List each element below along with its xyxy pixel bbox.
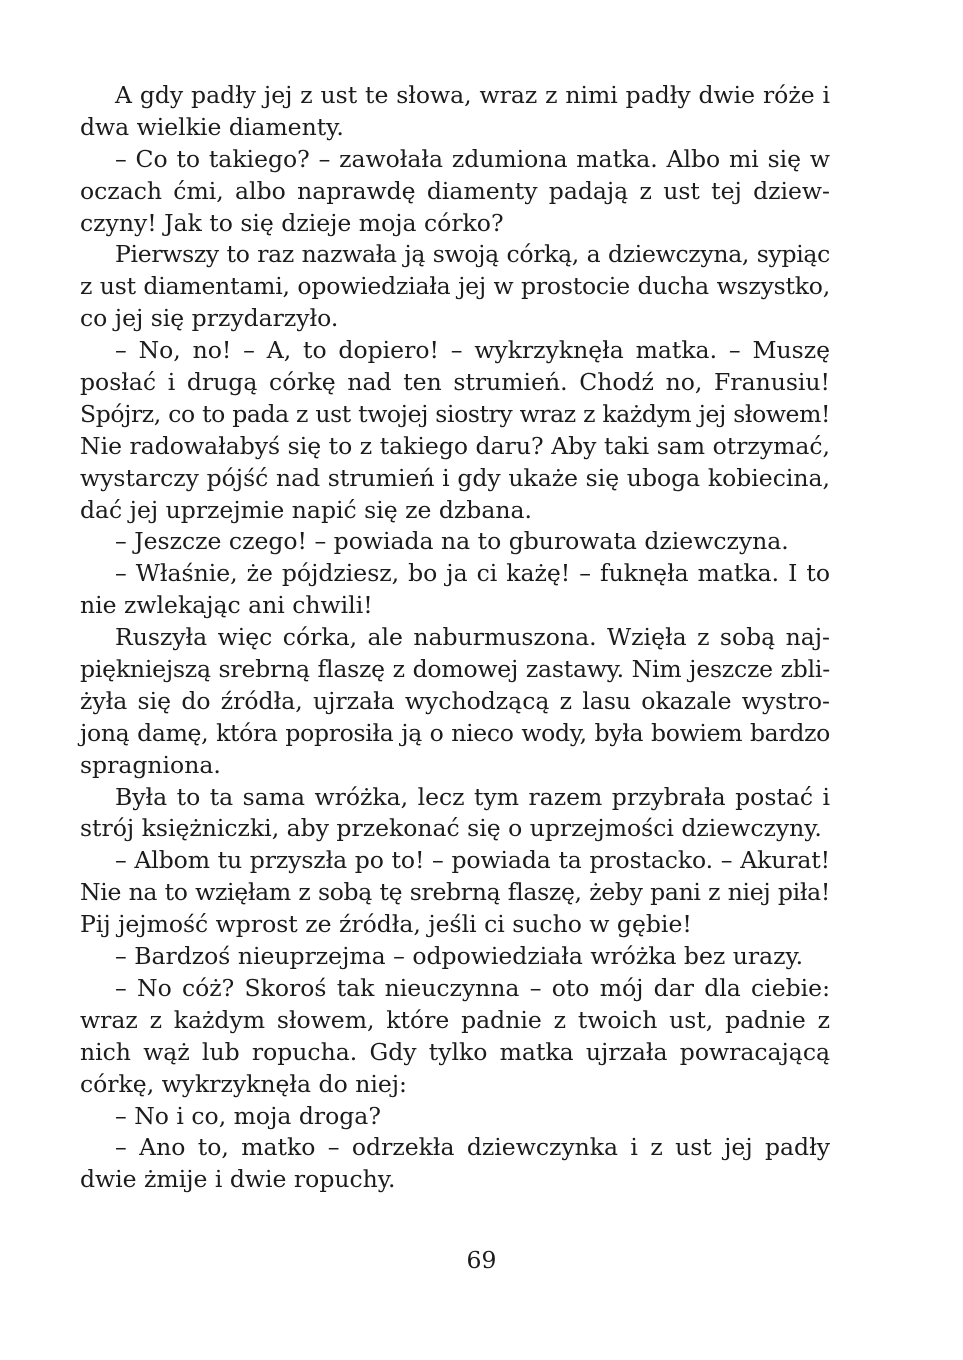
- text-line: A gdy padły jej z ust te słowa, wraz z nimi padły dwie róże i: [115, 81, 830, 109]
- text-line: strój księżniczki, aby przekonać się o uprzejmości dziewczyny.: [80, 814, 822, 843]
- text-line: co jej się przydarzyło.: [80, 304, 339, 333]
- text-line: żyła się do źródła, ujrzała wychodzącą z lasu okazale wystro-: [80, 686, 830, 715]
- text-line: – Co to takiego? – zawołała zdumiona matka. Albo mi się w: [115, 144, 830, 173]
- text-line: – Bardzoś nieuprzejma – odpowiedziała wróżka bez urazy.: [115, 942, 804, 971]
- text-line: Nie radowałabyś się to z takiego daru? Aby taki sam otrzymać,: [80, 431, 830, 460]
- text-line: joną damę, która poprosiła ją o nieco wody, była bowiem bardzo: [80, 718, 830, 747]
- text-line: nich wąż lub ropucha. Gdy tylko matka ujrzała powracającą: [80, 1037, 830, 1066]
- text-line: – No cóż? Skoroś tak nieuczynna – oto mój dar dla ciebie:: [115, 973, 830, 1002]
- text-line: Spójrz, co to pada z ust twojej siostry wraz z każdym jej słowem!: [80, 399, 830, 428]
- text-line: córkę, wykrzyknęła do niej:: [80, 1069, 407, 1098]
- text-line: – Ano to, matko – odrzekła dziewczynka i z ust jej padły: [115, 1133, 830, 1162]
- text-line: nie zwlekając ani chwili!: [80, 591, 373, 620]
- text-line: z ust diamentami, opowiedziała jej w prostocie ducha wszystko,: [80, 272, 830, 301]
- text-line: dać jej uprzejmie napić się ze dzbana.: [80, 495, 532, 524]
- body-text: [80, 80, 830, 1196]
- text-line: piękniejszą srebrną flaszę z domowej zastawy. Nim jeszcze zbli-: [80, 655, 830, 684]
- text-line: dwie żmije i dwie ropuchy.: [80, 1165, 396, 1194]
- text-line: wystarczy pójść nad strumień i gdy ukaże się uboga kobiecina,: [80, 463, 830, 492]
- text-line: – Właśnie, że pójdziesz, bo ja ci każę! – fuknęła matka. I to: [115, 559, 830, 588]
- text-line: Była to ta sama wróżka, lecz tym razem przybrała postać i: [115, 782, 830, 811]
- text-line: dwa wielkie diamenty.: [80, 112, 344, 141]
- text-line: – Albom tu przyszła po to! – powiada ta prostacko. – Akurat!: [115, 846, 830, 875]
- text-line: oczach ćmi, albo naprawdę diamenty padają z ust tej dziew-: [80, 176, 830, 205]
- text-line: – No i co, moja droga?: [115, 1101, 381, 1130]
- text-line: czyny! Jak to się dzieje moja córko?: [80, 208, 504, 237]
- text-line: Nie na to wzięłam z sobą tę srebrną flaszę, żeby pani z niej piła!: [80, 878, 830, 907]
- text-line: posłać i drugą córkę nad ten strumień. Chodź no, Franusiu!: [80, 368, 830, 397]
- text-line: Pij jejmość wprost ze źródła, jeśli ci sucho w gębie!: [80, 910, 692, 939]
- text-line: – Jeszcze czego! – powiada na to gburowata dziewczyna.: [115, 527, 789, 556]
- text-line: Ruszyła więc córka, ale naburmuszona. Wzięła z sobą naj-: [115, 623, 830, 652]
- text-line: wraz z każdym słowem, które padnie z twoich ust, padnie z: [80, 1005, 830, 1034]
- text-line: – No, no! – A, to dopiero! – wykrzyknęła matka. – Muszę: [115, 336, 830, 365]
- text-line: spragniona.: [80, 750, 221, 779]
- text-line: Pierwszy to raz nazwała ją swoją córką, a dziewczyna, sypiąc: [115, 240, 830, 269]
- page-number: 69: [466, 1246, 497, 1274]
